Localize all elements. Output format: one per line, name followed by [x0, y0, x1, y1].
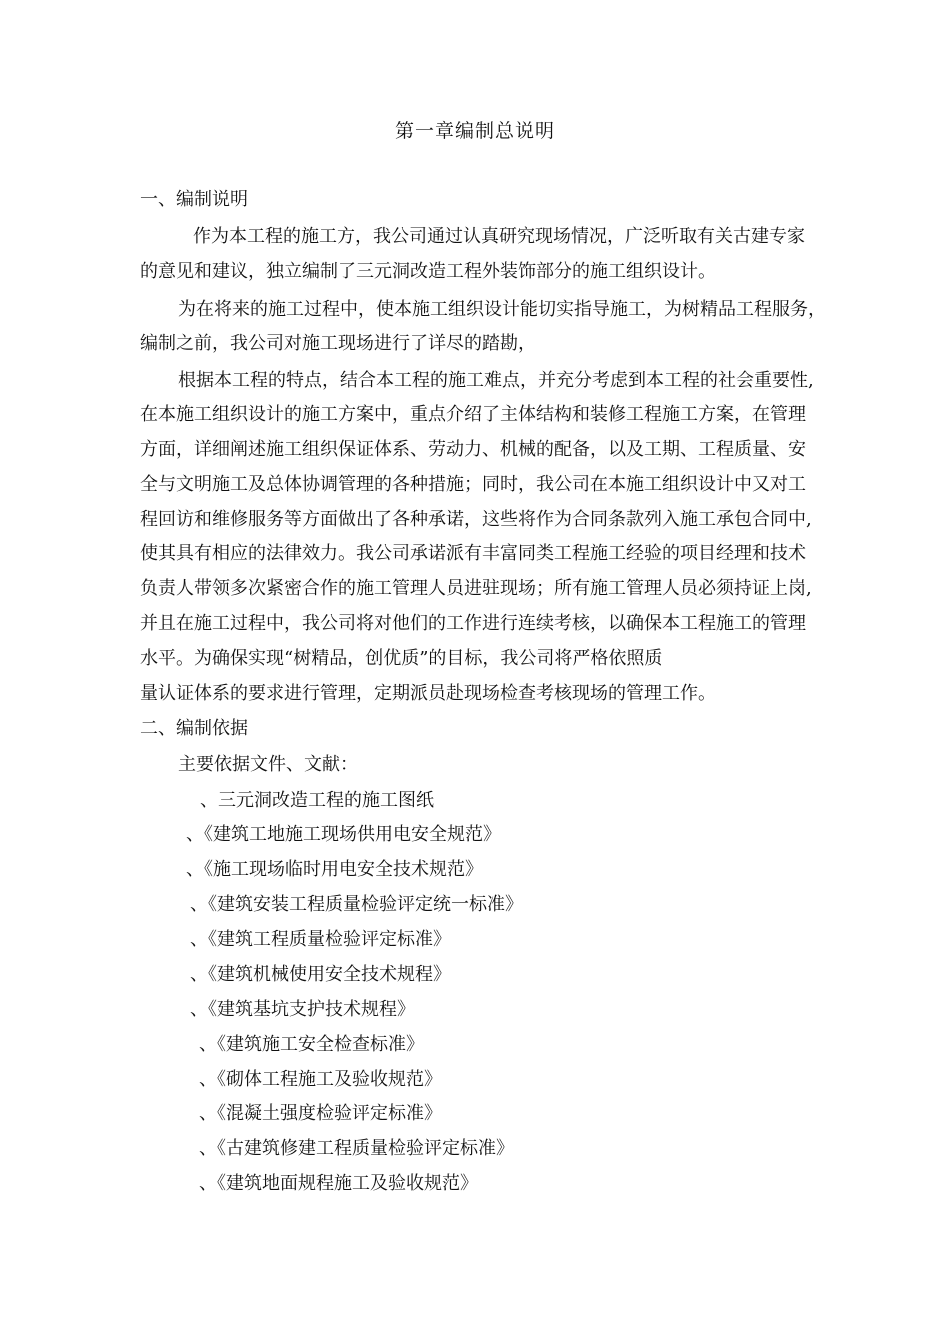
paragraph-2-line-2: 编制之前，我公司对施工现场进行了详尽的踏勘， [140, 333, 536, 354]
basis-item-8: 、《建筑施工安全检查标准》 [199, 1034, 424, 1055]
paragraph-1-line-2: 的意见和建议，独立编制了三元洞改造工程外装饰部分的施工组织设计。 [140, 261, 716, 282]
paragraph-1-line-1: 作为本工程的施工方，我公司通过认真研究现场情况，广泛听取有关古建专家 [193, 226, 805, 247]
basis-item-12: 、《建筑地面规程施工及验收规范》 [199, 1173, 478, 1194]
paragraph-3-line-7: 负责人带领多次紧密合作的施工管理人员进驻现场；所有施工管理人员必须持证上岗, [140, 578, 812, 599]
paragraph-3-line-6: 使其具有相应的法律效力。我公司承诺派有丰富同类工程施工经验的项目经理和技术 [140, 543, 806, 564]
basis-item-2: 、《建筑工地施工现场供用电安全规范》 [186, 824, 501, 845]
section-heading-2: 二、编制依据 [140, 718, 248, 739]
paragraph-3-line-3: 方面，详细阐述施工组织保证体系、劳动力、机械的配备，以及工期、工程质量、安 [140, 439, 806, 460]
basis-item-4: 、《建筑安装工程质量检验评定统一标准》 [190, 894, 523, 915]
basis-item-6: 、《建筑机械使用安全技术规程》 [190, 964, 451, 985]
basis-intro: 主要依据文件、文献： [178, 754, 358, 775]
page-title: 第一章编制总说明 [394, 120, 555, 142]
paragraph-3-line-8: 并且在施工过程中，我公司将对他们的工作进行连续考核，以确保本工程施工的管理 [140, 613, 806, 634]
basis-item-3: 、《施工现场临时用电安全技术规范》 [186, 859, 483, 880]
section-heading-1: 一、编制说明 [140, 189, 248, 210]
basis-item-11: 、《古建筑修建工程质量检验评定标准》 [199, 1138, 514, 1159]
paragraph-3-line-10: 量认证体系的要求进行管理，定期派员赴现场检查考核现场的管理工作。 [140, 683, 716, 704]
basis-item-10: 、《混凝土强度检验评定标准》 [199, 1103, 442, 1124]
basis-item-5: 、《建筑工程质量检验评定标准》 [190, 929, 451, 950]
basis-item-9: 、《砌体工程施工及验收规范》 [199, 1069, 442, 1090]
paragraph-3-line-1: 根据本工程的特点，结合本工程的施工难点，并充分考虑到本工程的社会重要性, [178, 370, 814, 391]
paragraph-3-line-5: 程回访和维修服务等方面做出了各种承诺，这些将作为合同条款列入施工承包合同中, [140, 509, 812, 530]
basis-item-1: 、三元洞改造工程的施工图纸 [200, 790, 434, 811]
basis-item-7: 、《建筑基坑支护技术规程》 [190, 999, 415, 1020]
paragraph-3-line-4: 全与文明施工及总体协调管理的各种措施；同时，我公司在本施工组织设计中又对工 [140, 474, 806, 495]
paragraph-2-line-1: 为在将来的施工过程中，使本施工组织设计能切实指导施工，为树精品工程服务， [178, 299, 826, 320]
paragraph-3-line-2: 在本施工组织设计的施工方案中，重点介绍了主体结构和装修工程施工方案，在管理 [140, 404, 806, 425]
paragraph-3-line-9: 水平。为确保实现“树精品，创优质”的目标，我公司将严格依照质 [140, 648, 663, 669]
